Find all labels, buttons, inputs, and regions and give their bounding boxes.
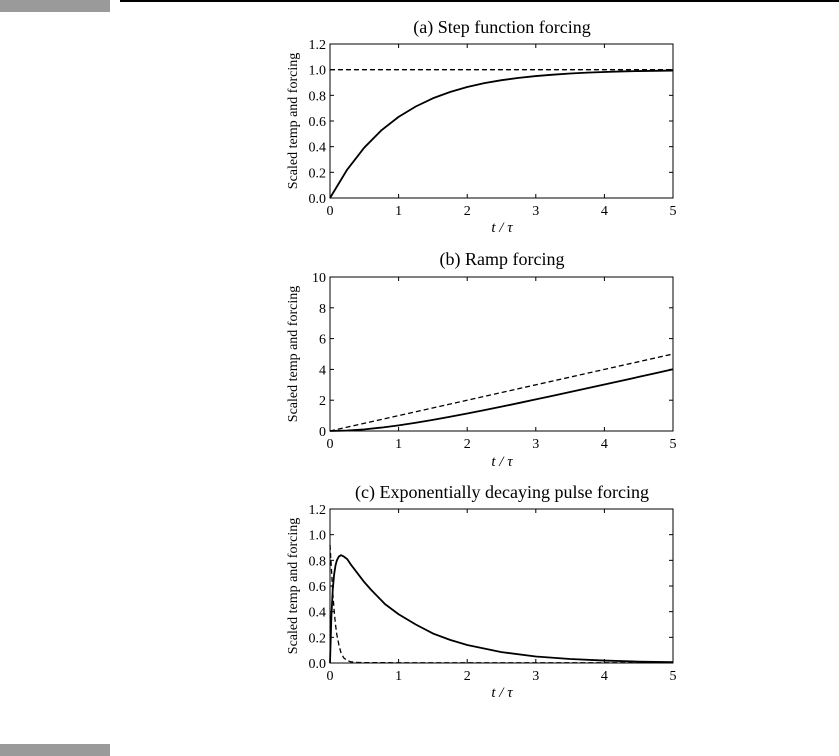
panel-c-xtick-label: 1 bbox=[395, 669, 403, 684]
panel-b-ytick-label: 8 bbox=[319, 301, 326, 317]
panel-a-series-solid-line bbox=[330, 71, 673, 198]
panel-b-ytick-label: 2 bbox=[319, 394, 326, 410]
panel-b-xlabel: t / τ bbox=[491, 454, 513, 470]
panel-b-xtick-label: 4 bbox=[600, 437, 608, 452]
panel-a-ytick-label: 1.2 bbox=[308, 38, 326, 53]
panel-c-xtick-label: 0 bbox=[326, 669, 334, 684]
panel-c-xtick-label: 3 bbox=[532, 669, 540, 684]
panel-a-xtick-label: 1 bbox=[395, 204, 403, 219]
panel-b-xtick-label: 5 bbox=[669, 437, 677, 452]
panel-c-series-dashed-line bbox=[330, 545, 673, 663]
panel-a-title: (a) Step function forcing bbox=[413, 17, 591, 37]
panel-a-ylabel: Scaled temp and forcing bbox=[286, 52, 301, 190]
panel-a-ytick-label: 0.6 bbox=[308, 115, 326, 130]
panel-b-ytick-label: 4 bbox=[319, 363, 326, 379]
panel-c bbox=[286, 482, 677, 701]
panel-c-series-solid-line bbox=[330, 555, 673, 663]
panel-c-xtick-label: 4 bbox=[600, 669, 608, 684]
panel-b-xtick-label: 0 bbox=[326, 437, 334, 452]
panel-c-xtick-label: 2 bbox=[463, 669, 471, 684]
panel-b bbox=[286, 249, 677, 470]
panel-a-xtick-label: 2 bbox=[463, 204, 471, 219]
panel-a bbox=[286, 17, 677, 236]
panel-a-xtick-label: 5 bbox=[669, 204, 677, 219]
panel-a-xlabel: t / τ bbox=[491, 220, 513, 236]
panel-b-axes-frame bbox=[330, 277, 673, 431]
panel-c-ytick-label: 0.8 bbox=[308, 554, 326, 570]
panel-a-ytick-label: 0.8 bbox=[308, 89, 326, 105]
panel-b-title: (b) Ramp forcing bbox=[439, 249, 565, 269]
panel-b-xtick-label: 2 bbox=[463, 437, 471, 452]
panel-c-ytick-label: 1.0 bbox=[308, 528, 326, 544]
panel-a-xtick-label: 4 bbox=[600, 204, 608, 219]
panel-a-xtick-label: 3 bbox=[532, 204, 540, 219]
panel-a-ytick-label: 0.0 bbox=[308, 192, 326, 207]
panel-a-xtick-label: 0 bbox=[326, 204, 334, 219]
panel-a-ytick-label: 0.2 bbox=[308, 166, 326, 182]
panel-c-ylabel: Scaled temp and forcing bbox=[286, 517, 301, 655]
panel-a-ytick-label: 0.4 bbox=[308, 140, 326, 156]
panel-a-axes-frame bbox=[330, 44, 673, 198]
panel-c-ytick-label: 0.4 bbox=[308, 605, 326, 621]
panel-b-ylabel: Scaled temp and forcing bbox=[286, 285, 301, 423]
panel-b-series-solid-line bbox=[330, 369, 673, 431]
panel-b-ytick-label: 10 bbox=[312, 271, 326, 286]
panel-b-xtick-label: 1 bbox=[395, 437, 403, 452]
panel-c-xtick-label: 5 bbox=[669, 669, 677, 684]
panel-a-ytick-label: 1.0 bbox=[308, 63, 326, 79]
panel-c-title: (c) Exponentially decaying pulse forcing bbox=[355, 482, 649, 502]
panel-c-ytick-label: 0.2 bbox=[308, 631, 326, 647]
panel-c-ytick-label: 0.0 bbox=[308, 657, 326, 672]
panel-c-xlabel: t / τ bbox=[491, 685, 513, 701]
panel-b-ytick-label: 6 bbox=[319, 332, 326, 348]
panel-b-series-dashed-line bbox=[330, 354, 673, 431]
panel-c-ytick-label: 0.6 bbox=[308, 580, 326, 595]
panel-b-ytick-label: 0 bbox=[319, 425, 326, 440]
panel-c-ytick-label: 1.2 bbox=[308, 503, 326, 518]
panel-b-xtick-label: 3 bbox=[532, 437, 540, 452]
panel-c-axes-frame bbox=[330, 509, 673, 663]
